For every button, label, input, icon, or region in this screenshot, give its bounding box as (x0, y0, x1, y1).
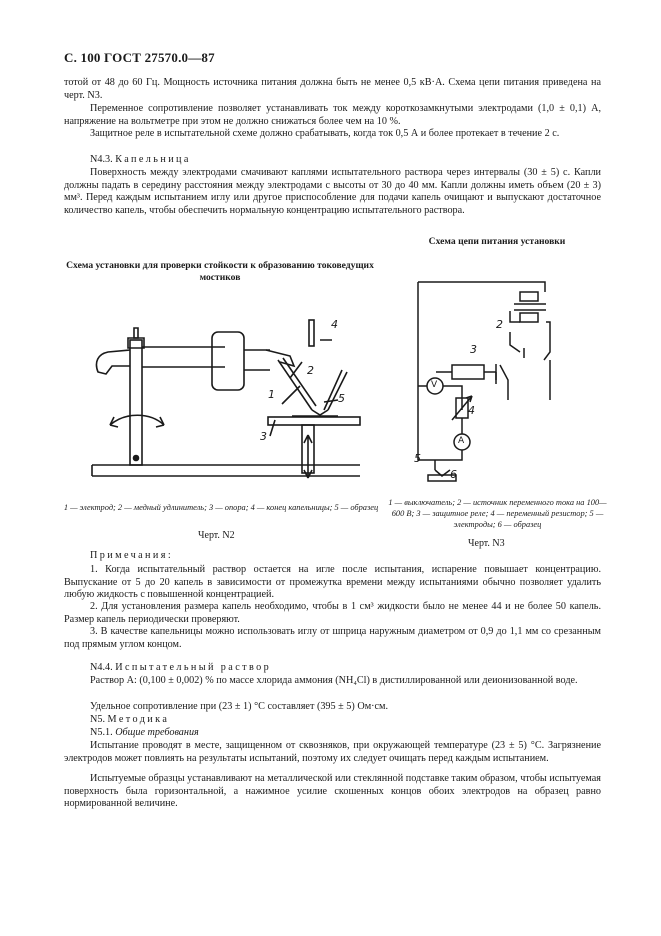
fig3-source-lower (520, 313, 538, 322)
fig2-label-3: 3 (260, 430, 267, 443)
section-n51-title: Общие требования (115, 727, 199, 738)
section-n44-title: Испытательный раствор (115, 662, 272, 673)
fig2-rotation-arrow (110, 415, 164, 425)
section-n44-text: Раствор А: (0,100 ± 0,002) % по массе хлорида аммония (NH₄Cl) в дистиллированной или деионизованной воде. (90, 675, 578, 686)
fig3-electrodes (435, 460, 450, 476)
section-n5-number: N5. (90, 714, 105, 725)
section-n44-text-2: Удельное сопротивление при (23 ± 1) °С составляет (395 ± 5) Ом·см. (90, 701, 389, 712)
fig3-name: Черт. N3 (468, 538, 505, 549)
section-n5-title: Методика (107, 714, 170, 725)
fig3-switch-1 (510, 332, 524, 358)
section-n51-number: N5.1. (90, 727, 113, 738)
fig3-caption: 1 — выключатель; 2 — источник переменного тока на 100—600 В; 3 — защитное реле; 4 — переменный резистор; 5 — электроды; 6 — образец (388, 498, 607, 529)
fig3-label-6: 6 (450, 468, 457, 481)
fig2-caption: 1 — электрод; 2 — медный удлинитель; 3 — опора; 4 — конец капельницы; 5 — образец (63, 503, 379, 512)
fig3-title: Схема цепи питания установки (428, 236, 566, 247)
fig2-label-2: 2 (307, 364, 314, 377)
fig3-label-5: 5 (414, 452, 421, 465)
fig2-label-5: 5 (338, 392, 345, 405)
fig3-label-4: 4 (468, 404, 475, 417)
section-n51-heading (64, 727, 601, 740)
fig3-top-wire (418, 282, 545, 292)
fig2-left-post (130, 340, 142, 465)
fig3-drawing (400, 270, 570, 485)
fig3-ammeter-label: A (458, 436, 465, 446)
fig3-label-3: 3 (470, 343, 477, 356)
fig3-source-upper (520, 292, 538, 301)
note-2: 2. Для установления размера капель необходимо, чтобы в 1 см³ жидкости было не менее 44 и не более 50 капель. Размер капель периодически проверяют. (64, 601, 601, 625)
paragraph-intro-1: тотой от 48 до 60 Гц. Мощность источника питания должна быть не менее 0,5 кВ·А. Схема цепи питания приведена на черт. N3. (64, 77, 601, 101)
fig2-label-4: 4 (331, 318, 338, 331)
section-n43-number: N4.3. (90, 154, 113, 165)
fig3-voltmeter-label: V (431, 380, 438, 390)
section-n51-text: Испытание проводят в месте, защищенном от сквозняков, при окружающей температуре (23 ± 5) °С. Загрязнение электродов может повлиять на результаты испытаний, поэтому их следует очищать перед каждым испытанием. (64, 740, 601, 764)
fig2-title: Схема установки для проверки стойкости к образованию токоведущих мостиков (66, 260, 374, 283)
section-n43-title: Капельница (115, 154, 191, 165)
page-header: С. 100 ГОСТ 27570.0—87 (64, 50, 215, 65)
note-1: 1. Когда испытательный раствор остается на игле после испытания, испарение повышает концентрацию. Выпускание от 5 до 20 капель в зависимости от промежутка времени между испытаниями обычно позволяет удалить любую жидкость с повышенной концентрацией. (64, 564, 601, 601)
section-n43-heading (64, 154, 601, 167)
paragraph-intro-2: Переменное сопротивление позволяет устанавливать ток между короткозамкнутыми электродами (1,0 ± 0,1) А, напряжение на вольтметре при этом не должно снижаться более чем на 10 %. (64, 103, 601, 127)
section-n44-number: N4.4. (90, 662, 113, 673)
fig2-weight (212, 332, 244, 390)
section-n51-text-2: Испытуемые образцы устанавливают на металлической или стеклянной подставке таким образом, чтобы испытуемая поверхность была горизонтальной, а нажимное усилие скошенных концов обоих электродов на образец равно нормированной величине. (64, 773, 601, 810)
fig2-handle (96, 350, 130, 374)
section-n43-text: Поверхность между электродами смачивают каплями испытательного раствора через интервалы (30 ± 5) с. Капли должны падать в середину расстояния между электродами с высоты от 30 до 40 мм. Капли должны иметь объем (20 ± 3) мм³. Перед каждым испытанием иглу или другое приспособление для подачи капель очищают и выпускают достаточное количество капель, чтобы обеспечить нормальную концентрацию испытательного раствора. (64, 167, 601, 216)
fig2-name: Черт. N2 (198, 530, 235, 541)
fig2-dropper (309, 320, 314, 346)
note-3: 3. В качестве капельницы можно использовать иглу от шприца наружным диаметром от 0,9 до 1,1 мм со срезанным под прямым углом концом. (64, 626, 601, 650)
paragraph-intro-3: Защитное реле в испытательной схеме должно срабатывать, когда ток 0,5 А и более протекает в течение 2 с. (90, 128, 560, 139)
notes-heading: Примечания: (90, 550, 174, 561)
fig2-support (268, 417, 360, 425)
fig3-relay (452, 365, 484, 379)
section-n44-heading (64, 662, 601, 675)
fig2-label-1: 1 (268, 388, 275, 401)
fig2-base-rail (92, 465, 360, 476)
fig3-label-2: 2 (496, 318, 503, 331)
section-n5-heading (64, 714, 601, 727)
fig2-vertical-arrow (304, 435, 312, 478)
